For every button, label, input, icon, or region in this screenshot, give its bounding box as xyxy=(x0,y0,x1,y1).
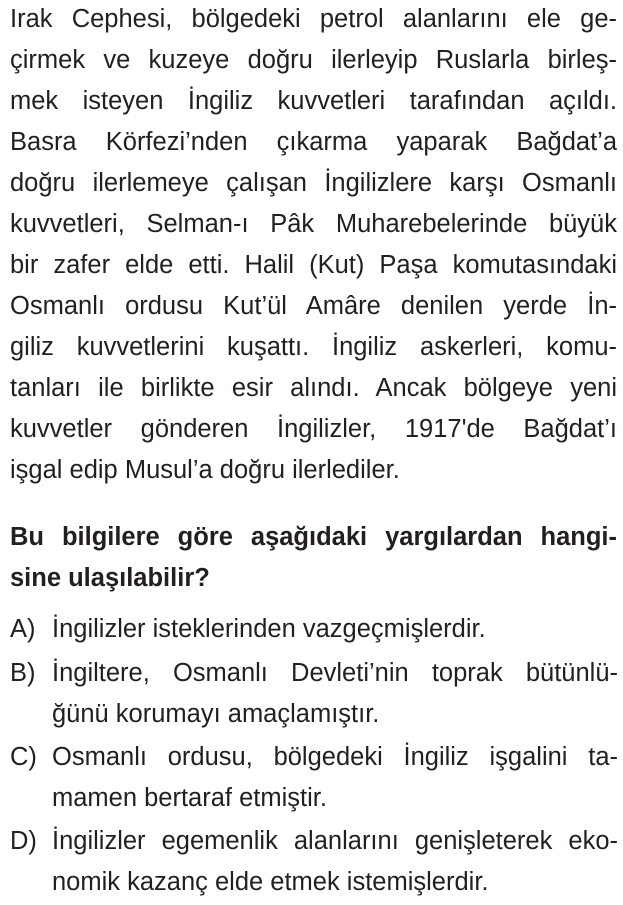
option-b-text[interactable]: İngiltere, Osmanlı Devleti’nin toprak bütünlü- xyxy=(52,659,618,687)
passage-line: doğru ilerlemeye çalışan İngilizlere karşı Osmanlı xyxy=(10,169,617,197)
option-a-letter[interactable]: A) xyxy=(10,615,36,643)
passage-line: giliz kuvvetlerini kuşattı. İngiliz askerleri, komu- xyxy=(10,333,617,361)
passage-line: çirmek ve kuzeye doğru ilerleyip Ruslarla birleş- xyxy=(10,46,617,74)
option-d-text[interactable]: nomik kazanç elde etmek istemişlerdir. xyxy=(52,868,489,896)
passage-line: mek isteyen İngiliz kuvvetleri tarafından açıldı. xyxy=(10,87,617,115)
passage-line: bir zafer elde etti. Halil (Kut) Paşa komutasındaki xyxy=(10,251,617,279)
passage-line: tanları ile birlikte esir alındı. Ancak bölgeye yeni xyxy=(10,374,617,402)
option-c-text[interactable]: mamen bertaraf etmiştir. xyxy=(52,784,327,812)
passage-line: Irak Cephesi, bölgedeki petrol alanlarını ele ge- xyxy=(10,5,617,33)
question-stem-line: Bu bilgilere göre aşağıdaki yargılardan hangi- xyxy=(10,523,617,551)
question-stem-line: sine ulaşılabilir? xyxy=(10,564,210,592)
option-d-text[interactable]: İngilizler egemenlik alanlarını genişleterek eko- xyxy=(52,827,618,855)
passage-line: Osmanlı ordusu Kut’ül Amâre denilen yerde İn- xyxy=(10,292,617,320)
passage-line: Basra Körfezi’nden çıkarma yaparak Bağdat’a xyxy=(10,128,617,156)
option-b-text[interactable]: ğünü korumayı amaçlamıştır. xyxy=(52,700,380,728)
passage-line: kuvvetleri, Selman-ı Pâk Muharebelerinde büyük xyxy=(10,210,617,238)
passage-line: işgal edip Musul’a doğru ilerlediler. xyxy=(10,456,400,484)
option-c-text[interactable]: Osmanlı ordusu, bölgedeki İngiliz işgalini ta- xyxy=(52,743,618,771)
option-c-letter[interactable]: C) xyxy=(10,743,37,771)
passage-line: kuvvetler gönderen İngilizler, 1917'de Bağdat’ı xyxy=(10,415,617,443)
option-d-letter[interactable]: D) xyxy=(10,827,37,855)
option-b-letter[interactable]: B) xyxy=(10,659,36,687)
option-a-text[interactable]: İngilizler isteklerinden vazgeçmişlerdir. xyxy=(52,615,486,643)
